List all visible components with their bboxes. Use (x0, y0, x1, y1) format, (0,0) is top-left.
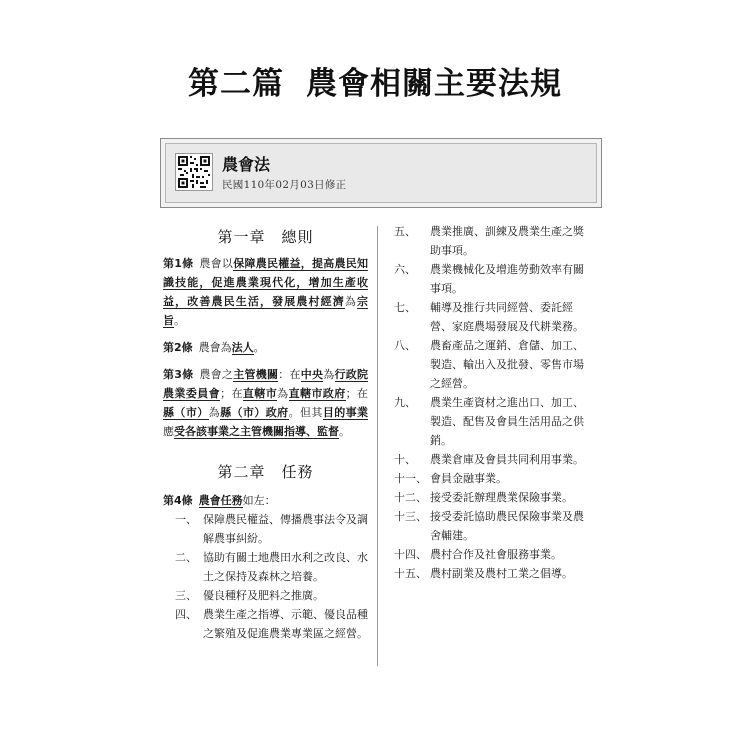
part-number: 第二篇 (188, 66, 284, 102)
article-1-text (163, 257, 368, 328)
highlighted-phrase: 保障農民權益 (233, 257, 301, 270)
item-text: 農業倉庫及會員共同利用事業。 (430, 453, 584, 466)
text-fragment: 為 (277, 387, 289, 400)
highlighted-phrase: ， (260, 295, 273, 308)
law-header-box (160, 138, 602, 208)
item-number: 十二、 (394, 491, 427, 504)
article-4-items-left (163, 510, 368, 643)
article-3 (163, 365, 368, 441)
qr-code-graphic (176, 154, 212, 190)
text-fragment: 。 (339, 425, 350, 438)
list-item (394, 469, 594, 488)
item-number: 十、 (394, 453, 416, 466)
article-4-number: 第4條 (163, 494, 193, 507)
article-1-number: 第1條 (163, 257, 194, 270)
item-number: 二、 (175, 551, 197, 564)
highlighted-phrase: 主管機關 (233, 368, 279, 381)
item-text: 農業生產資材之進出口、加工、製造、配售及會員生活用品之供銷。 (430, 396, 584, 447)
list-item (394, 393, 594, 450)
text-fragment: 應 (163, 425, 174, 438)
item-text: 輔導及推行共同經營、委託經營、家庭農場發展及代耕業務。 (430, 301, 584, 333)
item-number: 十一、 (394, 472, 427, 485)
highlighted-phrase: 提高農民知識技能 (163, 257, 369, 289)
list-item (394, 336, 594, 393)
item-number: 六、 (394, 263, 416, 276)
highlighted-phrase: 宗旨 (163, 295, 368, 327)
left-column (163, 224, 368, 643)
text-fragment: 。但其 (288, 406, 323, 419)
item-number: 十三、 (394, 510, 427, 523)
text-fragment: 為 (344, 295, 357, 308)
list-item (394, 488, 594, 507)
text-fragment: ；在 (345, 387, 369, 400)
highlighted-phrase: 中央 (300, 368, 324, 381)
list-item (163, 605, 368, 643)
text-fragment: 。 (174, 314, 185, 327)
law-revision-date: 民國110年02月03日修正 (222, 179, 347, 191)
item-text: 接受委託辦理農業保險事業。 (430, 491, 573, 504)
article-1 (163, 254, 368, 330)
list-item (163, 548, 368, 586)
part-title (0, 58, 750, 103)
item-text: 農業推廣、訓練及農業生產之獎助事項。 (430, 225, 584, 257)
highlighted-phrase: 改善農民生活 (187, 295, 260, 308)
part-name: 農會相關主要法規 (306, 66, 562, 102)
item-number: 四、 (175, 608, 197, 621)
article-4 (163, 491, 368, 510)
item-text: 接受委託協助農民保險事業及農舍輔建。 (430, 510, 584, 542)
article-3-text (163, 368, 368, 439)
item-number: 三、 (175, 589, 197, 602)
item-text: 協助有關土地農田水利之改良、水土之保持及森林之培養。 (203, 551, 368, 583)
chapter-1-title: 第一章 總則 (217, 228, 314, 246)
item-number: 九、 (394, 396, 416, 409)
text-fragment: 為 (323, 368, 335, 381)
article-2 (163, 338, 368, 357)
item-number: 七、 (394, 301, 416, 314)
column-divider (377, 226, 378, 666)
article-2-number: 第2條 (163, 341, 193, 354)
law-name: 農會法 (222, 155, 271, 174)
text-fragment: 為 (208, 406, 221, 419)
item-number: 十四、 (394, 548, 427, 561)
list-item (163, 586, 368, 605)
list-item (394, 564, 594, 583)
list-item (394, 545, 594, 564)
list-item (394, 507, 594, 545)
chapter-2-title: 第二章 任務 (217, 463, 314, 481)
text-fragment: 。 (253, 341, 265, 354)
law-header-inner (165, 143, 597, 203)
item-text: 優良種籽及肥料之推廣。 (203, 589, 324, 602)
highlighted-phrase: 增加生產收益 (163, 276, 368, 308)
article-4-items-right (394, 222, 594, 583)
highlighted-phrase: ， (300, 257, 313, 270)
highlighted-phrase: 直轄市政府 (288, 387, 346, 400)
item-text: 農業生產之指導、示範、優良品種之繁殖及促進農業專業區之經營。 (203, 608, 368, 640)
article-2-text (199, 341, 265, 355)
text-fragment: 農會之 (199, 368, 234, 381)
item-number: 一、 (175, 513, 197, 526)
list-item (394, 298, 594, 336)
highlighted-phrase: 直轄市 (242, 387, 278, 400)
highlighted-phrase: 行政院農業委員會 (163, 368, 369, 400)
item-text: 農業機械化及增進勞動效率有關事項。 (430, 263, 584, 295)
highlighted-phrase: 受各該事業之主管機關指導、監督 (174, 425, 339, 438)
highlighted-phrase: 縣（市） (163, 406, 209, 419)
text-fragment: 農會為 (198, 341, 232, 354)
list-item (394, 260, 594, 298)
item-text: 保障農民權益、傳播農事法令及調解農事糾紛。 (203, 513, 368, 545)
list-item (394, 450, 594, 469)
highlighted-phrase: ， (175, 295, 188, 308)
item-number: 五、 (394, 225, 416, 238)
highlighted-phrase: 促進農業現代化 (211, 276, 297, 289)
highlighted-phrase: ， (199, 276, 212, 289)
text-fragment: ：在 (278, 368, 301, 381)
highlighted-phrase: 目的事業 (322, 406, 369, 419)
highlighted-phrase: 發展農村經濟 (272, 295, 345, 308)
highlighted-phrase: 縣（市）政府 (220, 406, 289, 419)
text-fragment: 農會以 (199, 257, 234, 270)
item-number: 八、 (394, 339, 416, 352)
article-4-intro-rest: 如左： (242, 494, 276, 507)
right-column (394, 224, 594, 583)
item-text: 農畜產品之運銷、倉儲、加工、製造、輸出入及批發、零售市場之經營。 (430, 339, 584, 390)
item-text: 農村合作及社會服務事業。 (430, 548, 562, 561)
highlighted-phrase: 法人 (231, 341, 254, 354)
qr-code-icon[interactable] (175, 153, 213, 191)
item-number: 十五、 (394, 567, 427, 580)
list-item (394, 222, 594, 260)
article-4-intro-highlight: 農會任務 (198, 494, 243, 507)
item-text: 農村副業及農村工業之倡導。 (430, 567, 573, 580)
list-item (163, 510, 368, 548)
item-text: 會員金融事業。 (430, 472, 507, 485)
highlighted-phrase: ， (296, 276, 309, 289)
article-3-number: 第3條 (163, 368, 194, 381)
text-fragment: ；在 (220, 387, 243, 400)
